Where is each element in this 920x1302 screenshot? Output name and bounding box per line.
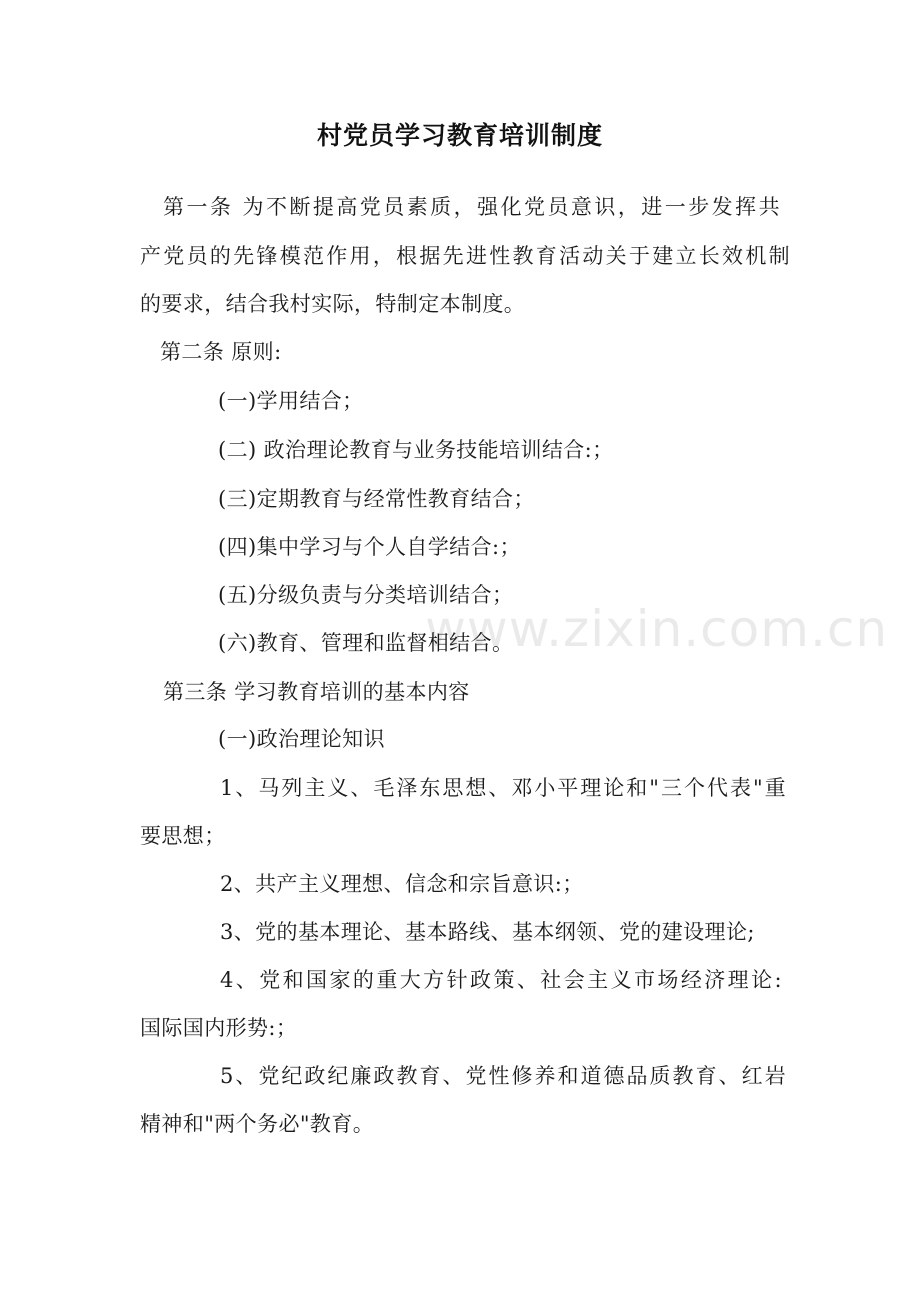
- principle-item-6: (六)教育、管理和监督相结合。: [218, 631, 514, 655]
- content-item-5-line-1: 5、党纪政纪廉政教育、党性修养和道德品质教育、红岩: [220, 1064, 786, 1088]
- content-item-1-line-2: 要思想；: [140, 824, 226, 848]
- content-item-4-line-2: 国际国内形势:；: [140, 1016, 298, 1040]
- article-1-line-3: 的要求，结合我村实际，特制定本制度。: [140, 292, 526, 316]
- principle-item-4: (四)集中学习与个人自学结合:；: [218, 535, 521, 559]
- article-1-line-2: 产党员的先锋模范作用，根据先进性教育活动关于建立长效机制: [140, 244, 790, 268]
- content-section-1-heading: (一)政治理论知识: [218, 727, 385, 751]
- principle-item-5: (五)分级负责与分类培训结合；: [218, 583, 514, 607]
- principle-item-2: (二) 政治理论教育与业务技能培训结合:；: [218, 438, 614, 462]
- article-2-heading: 第二条 原则:: [160, 340, 282, 364]
- content-item-1-line-1: 1、马列主义、毛泽东思想、邓小平理论和"三个代表"重: [220, 776, 786, 800]
- article-1-line-1: 第一条 为不断提高党员素质，强化党员意识，进一步发挥共: [163, 195, 780, 219]
- content-item-4-line-1: 4、党和国家的重大方针政策、社会主义市场经济理论:: [220, 968, 782, 992]
- content-item-5-line-2: 精神和"两个务必"教育。: [140, 1112, 375, 1136]
- principle-item-3: (三)定期教育与经常性教育结合；: [218, 487, 535, 511]
- content-item-2: 2、共产主义理想、信念和宗旨意识:；: [220, 872, 584, 896]
- article-3-heading: 第三条 学习教育培训的基本内容: [163, 680, 470, 704]
- principle-item-1: (一)学用结合；: [218, 389, 364, 413]
- content-item-3: 3、党的基本理论、基本路线、基本纲领、党的建设理论;: [220, 920, 755, 944]
- watermark: www.zixin.com.cn: [425, 600, 889, 658]
- document-title: 村党员学习教育培训制度: [316, 121, 603, 150]
